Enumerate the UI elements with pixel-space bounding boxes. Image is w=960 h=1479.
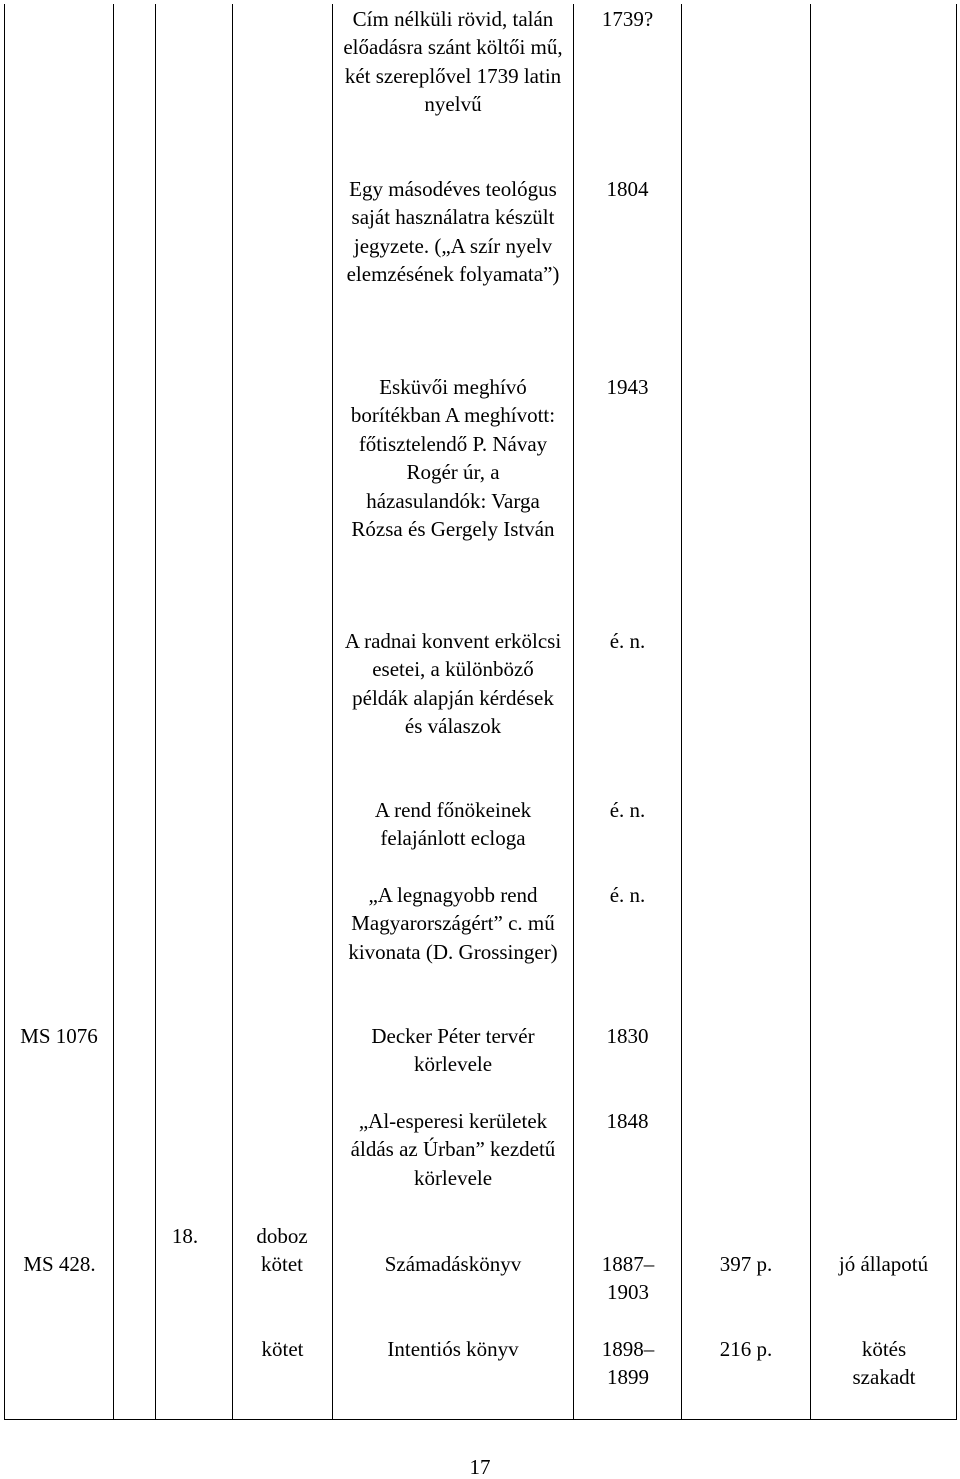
date-text: 1943	[606, 375, 649, 399]
table-cell-title	[333, 1335, 573, 1363]
date-text: 1887–1903	[601, 1252, 655, 1305]
pages-text: 216 p.	[719, 1337, 773, 1361]
condition-text: kötés szakadt	[852, 1337, 916, 1390]
date-text: é. n.	[609, 798, 646, 822]
table-cell-title	[343, 175, 563, 289]
table-cell-title	[343, 796, 563, 853]
table-cell-condition	[811, 1250, 956, 1278]
table-cell-title	[333, 5, 573, 119]
table-cell-shelfmark	[20, 1022, 98, 1050]
table-cell-date	[574, 1022, 681, 1050]
page-number: 17	[469, 1455, 491, 1479]
format-text: kötet	[261, 1337, 304, 1361]
table-cell-title	[346, 373, 560, 543]
table-cell-title	[333, 1250, 573, 1278]
title-text: A radnai konvent erkölcsi esetei, a különböző példák alapján kérdések és válaszok	[344, 629, 562, 739]
table-cell-date	[574, 1107, 681, 1135]
date-text: 1898–1899	[601, 1337, 655, 1390]
title-text: Esküvői meghívó borítékban A meghívott: főtisztelendő P. Návay Rogér úr, a házasulandók: Varga Rózsa és Gergely István	[350, 375, 556, 542]
table-cell-condition	[830, 1335, 938, 1392]
title-text: Cím nélküli rövid, talán előadásra szánt költői mű, két szereplővel 1739 latin nyelvű	[343, 7, 563, 117]
table-cell-date	[574, 175, 681, 203]
title-text: „Al-esperesi kerületek áldás az Úrban” kezdetű körlevele	[350, 1109, 556, 1190]
table-cell-format	[233, 1335, 332, 1363]
table-cell-date	[574, 627, 681, 655]
table-cell-title	[343, 627, 563, 741]
table-cell-shelfmark	[6, 1250, 113, 1278]
title-text: A rend főnökeinek felajánlott ecloga	[374, 798, 532, 851]
table-cell-pages	[682, 1250, 810, 1278]
date-text: é. n.	[609, 629, 646, 653]
date-text: 1739?	[601, 7, 654, 31]
date-text: 1830	[606, 1024, 649, 1048]
table-cell-title	[343, 881, 563, 966]
title-text: Egy másodéves teológus saját használatra készült jegyzete. („A szír nyelv elemzésének folyamata”)	[346, 177, 560, 287]
condition-text: jó állapotú	[838, 1252, 929, 1276]
title-text: Intentiós könyv	[387, 1337, 519, 1361]
shelfmark-text: MS 428.	[23, 1252, 96, 1276]
table-cell-date	[574, 796, 681, 824]
date-text: 1804	[606, 177, 649, 201]
number-text: 18.	[171, 1224, 199, 1248]
date-text: 1848	[606, 1109, 649, 1133]
date-text: é. n.	[609, 883, 646, 907]
pages-text: 397 p.	[719, 1252, 773, 1276]
table-cell-date	[574, 5, 681, 33]
shelfmark-text: MS 1076	[20, 1024, 98, 1048]
table-cell-title	[343, 1107, 563, 1192]
table-cell-number	[155, 1222, 215, 1250]
table-cell-date	[574, 373, 681, 401]
table-cell-date	[574, 881, 681, 909]
format-text: doboz kötet	[256, 1224, 308, 1277]
table-cell-date	[592, 1250, 664, 1307]
title-text: Decker Péter tervér körlevele	[371, 1024, 535, 1077]
table-cell-pages	[682, 1335, 810, 1363]
table-cell-date	[592, 1335, 664, 1392]
title-text: Számadáskönyv	[384, 1252, 522, 1276]
table-cell-title	[343, 1022, 563, 1079]
title-text: „A legnagyobb rend Magyarországért” c. mű kivonata (D. Grossinger)	[348, 883, 558, 964]
table-cell-format	[242, 1222, 322, 1279]
